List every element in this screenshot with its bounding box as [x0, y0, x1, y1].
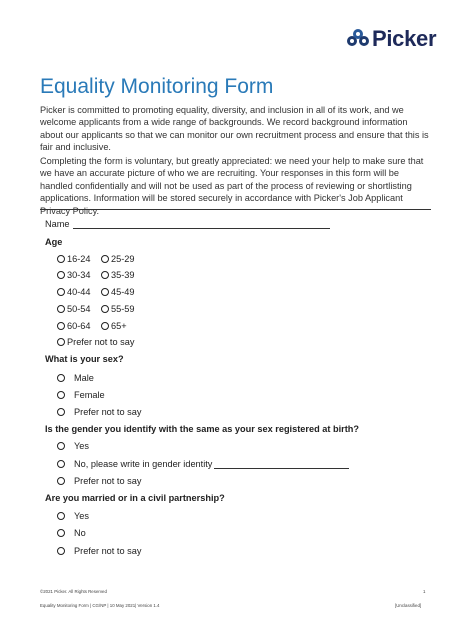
brand-name: Picker: [372, 26, 437, 51]
gender-option-prefer-not-to-say[interactable]: Prefer not to say: [57, 476, 141, 486]
age-option-60-64[interactable]: 60-64: [57, 321, 91, 331]
gender-option-yes[interactable]: Yes: [57, 441, 89, 451]
radio-button-icon[interactable]: [101, 255, 109, 263]
radio-button-icon[interactable]: [57, 305, 65, 313]
picker-logo: [347, 26, 436, 52]
radio-button-icon[interactable]: [57, 391, 65, 399]
gender-identity-input-line[interactable]: [214, 460, 349, 469]
age-option-40-44[interactable]: 40-44: [57, 287, 91, 297]
radio-button-icon[interactable]: [57, 322, 65, 330]
page-title: Equality Monitoring Form: [40, 75, 274, 98]
intro-paragraph-1: Picker is committed to promoting equality, diversity, and inclusion in all of its work, and we welcome applicants from a wide range of backgrounds. We record background information about our applicants so that we can monitor our own recruitment process and ensure that this is fair and inclusive.: [40, 105, 429, 153]
name-label: Name: [45, 219, 70, 229]
radio-button-icon[interactable]: [57, 547, 65, 555]
gender-question: Is the gender you identify with the same as your sex registered at birth?: [45, 424, 359, 434]
footer-doc-ref: Equality Monitoring Form | CG/NP | 10 May 2021| Version 1.4: [40, 603, 160, 608]
age-option-55-59[interactable]: 55-59: [101, 304, 135, 314]
radio-button-icon[interactable]: [101, 305, 109, 313]
footer-copyright: ©2021 Picker. All Rights Reserved: [40, 589, 107, 594]
sex-option-male[interactable]: Male: [57, 373, 94, 383]
intro-paragraph-2: Completing the form is voluntary, but greatly appreciated: we need your help to make sure that we have an accurate picture of who we are recruiting. Your responses in this form will be handled confidentially and will not be used as part of the process of reviewing or shortlisting applications. Information will be stored securely in accordance with Picker's Job Applicant Privacy Policy.: [40, 156, 424, 216]
radio-button-icon[interactable]: [57, 529, 65, 537]
footer-page-number: 1: [423, 589, 426, 594]
radio-button-icon[interactable]: [57, 374, 65, 382]
sex-option-prefer-not-to-say[interactable]: Prefer not to say: [57, 407, 141, 417]
age-option-35-39[interactable]: 35-39: [101, 270, 135, 280]
radio-button-icon[interactable]: [101, 271, 109, 279]
age-question: Age: [45, 237, 63, 247]
radio-button-icon[interactable]: [57, 288, 65, 296]
married-option-no[interactable]: No: [57, 528, 86, 538]
age-option-30-34[interactable]: 30-34: [57, 270, 91, 280]
sex-question: What is your sex?: [45, 354, 124, 364]
married-option-yes[interactable]: Yes: [57, 511, 89, 521]
age-option-45-49[interactable]: 45-49: [101, 287, 135, 297]
radio-button-icon[interactable]: [101, 322, 109, 330]
radio-button-icon[interactable]: [57, 338, 65, 346]
radio-button-icon[interactable]: [57, 460, 65, 468]
radio-button-icon[interactable]: [57, 255, 65, 263]
married-question: Are you married or in a civil partnership?: [45, 493, 225, 503]
married-option-prefer-not-to-say[interactable]: Prefer not to say: [57, 546, 141, 556]
radio-button-icon[interactable]: [57, 512, 65, 520]
radio-button-icon[interactable]: [101, 288, 109, 296]
radio-button-icon[interactable]: [57, 477, 65, 485]
gender-option-no[interactable]: No, please write in gender identity: [57, 459, 349, 469]
divider: [40, 209, 431, 210]
footer-classification: [Unclassified]: [395, 603, 422, 608]
age-option-25-29[interactable]: 25-29: [101, 254, 135, 264]
radio-button-icon[interactable]: [57, 442, 65, 450]
age-option-50-54[interactable]: 50-54: [57, 304, 91, 314]
radio-button-icon[interactable]: [57, 408, 65, 416]
age-option-prefer-not-to-say[interactable]: Prefer not to say: [57, 337, 134, 347]
sex-option-female[interactable]: Female: [57, 390, 105, 400]
name-input-line[interactable]: [73, 219, 330, 229]
name-row: [45, 219, 330, 229]
radio-button-icon[interactable]: [57, 271, 65, 279]
age-option-16-24[interactable]: 16-24: [57, 254, 91, 264]
picker-logo-icon: [347, 29, 369, 49]
age-option-65-plus[interactable]: 65+: [101, 321, 127, 331]
